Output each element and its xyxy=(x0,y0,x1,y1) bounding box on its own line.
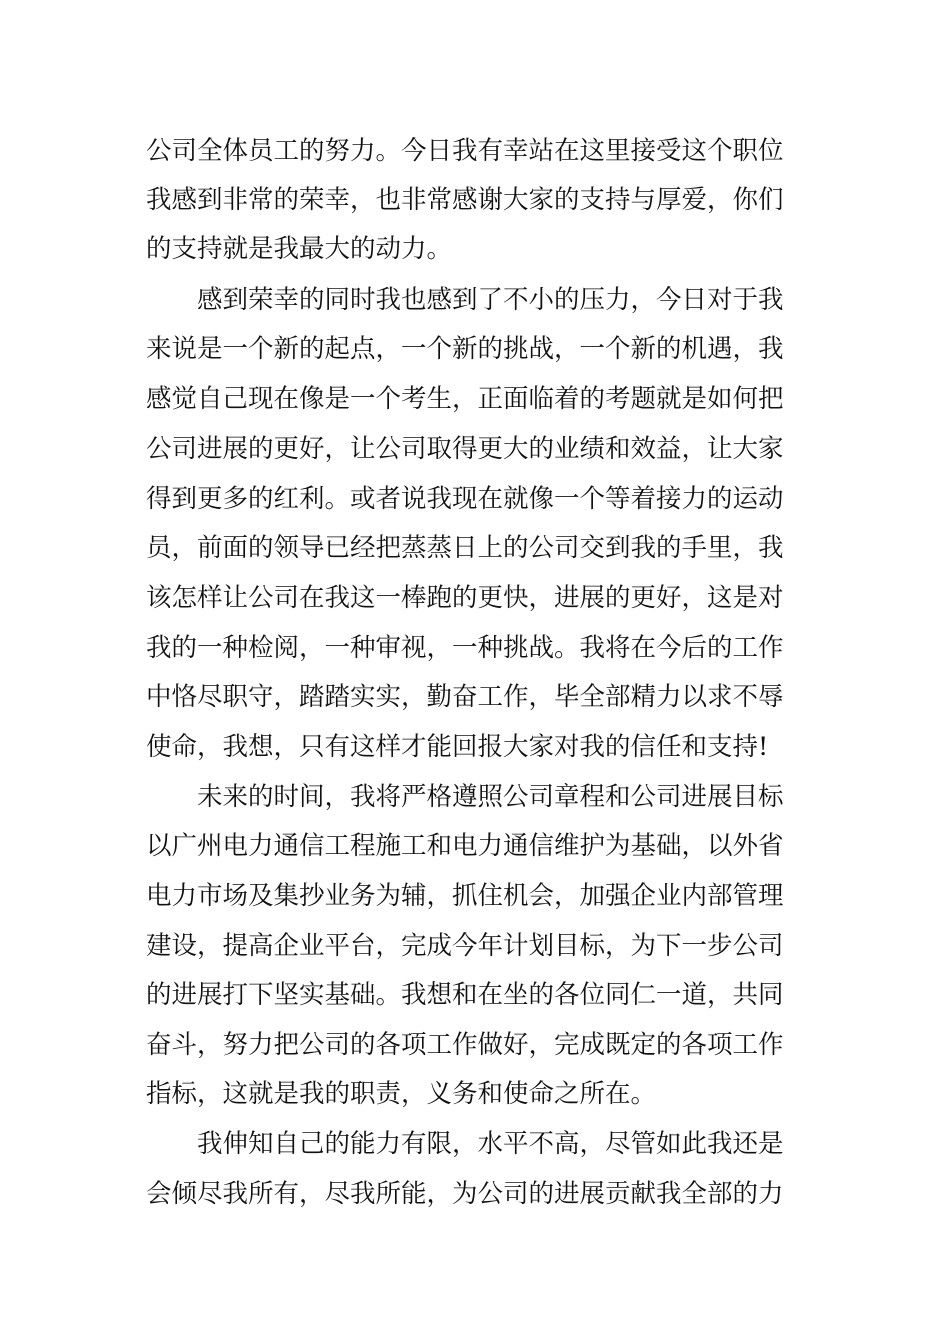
text-line: 该怎样让公司在我这一棒跑的更快，进展的更好，这是对 xyxy=(146,583,784,613)
text-line: 感觉自己现在像是一个考生，正面临着的考题就是如何把 xyxy=(146,384,784,414)
text-line: 来说是一个新的起点，一个新的挑战，一个新的机遇，我 xyxy=(146,334,784,364)
text-line: 指标，这就是我的职责，义务和使命之所在。 xyxy=(146,1079,657,1109)
text-line: 中恪尽职守，踏踏实实，勤奋工作，毕全部精力以求不辱 xyxy=(146,682,784,712)
text-line: 公司全体员工的努力。今日我有幸站在这里接受这个职位 xyxy=(146,136,784,166)
text-line: 我感到非常的荣幸，也非常感谢大家的支持与厚爱，你们 xyxy=(146,185,784,215)
text-line: 电力市场及集抄业务为辅，抓住机会，加强企业内部管理 xyxy=(146,881,784,911)
text-line: 的进展打下坚实基础。我想和在坐的各位同仁一道，共同 xyxy=(146,980,784,1010)
text-line: 员，前面的领导已经把蒸蒸日上的公司交到我的手里，我 xyxy=(146,533,784,563)
text-line: 我的一种检阅，一种审视，一种挑战。我将在今后的工作 xyxy=(146,633,784,663)
text-line: 使命，我想，只有这样才能回报大家对我的信任和支持! xyxy=(146,732,769,762)
paragraph-first-line: 我伸知自己的能力有限，水平不高，尽管如此我还是 xyxy=(197,1129,784,1159)
paragraph-first-line: 感到荣幸的同时我也感到了不小的压力，今日对于我 xyxy=(197,285,784,315)
text-line: 得到更多的红利。或者说我现在就像一个等着接力的运动 xyxy=(146,484,784,514)
text-line: 奋斗，努力把公司的各项工作做好，完成既定的各项工作 xyxy=(146,1030,784,1060)
text-line: 会倾尽我所有，尽我所能，为公司的进展贡献我全部的力 xyxy=(146,1179,784,1209)
text-line: 的支持就是我最大的动力。 xyxy=(146,234,453,264)
text-line: 公司进展的更好，让公司取得更大的业绩和效益，让大家 xyxy=(146,434,784,464)
text-line: 建设，提高企业平台，完成今年计划目标，为下一步公司 xyxy=(146,931,784,961)
paragraph-first-line: 未来的时间，我将严格遵照公司章程和公司进展目标 xyxy=(197,782,784,812)
text-line: 以广州电力通信工程施工和电力通信维护为基础，以外省 xyxy=(146,831,784,861)
